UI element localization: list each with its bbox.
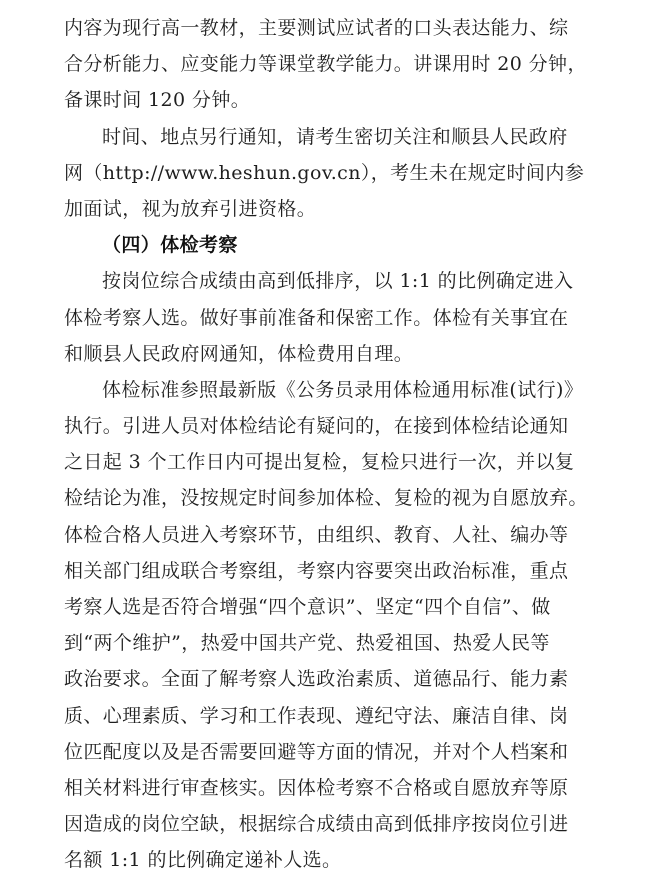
- text-line: 和顺县人民政府网通知，体检费用自理。: [64, 342, 414, 365]
- paragraph-first-line: 时间、地点另行通知，请考生密切关注和顺县人民政府: [102, 125, 568, 148]
- text-line: 检结论为准，没按规定时间参加体检、复检的视为自愿放弃。: [64, 487, 588, 510]
- section-heading: （四）体检考察: [102, 234, 238, 257]
- text-line: 政治要求。全面了解考察人选政治素质、道德品行、能力素: [64, 668, 569, 691]
- text-line: 位匹配度以及是否需要回避等方面的情况，并对个人档案和: [64, 740, 569, 763]
- text-line: 加面试，视为放弃引进资格。: [64, 197, 317, 220]
- text-line: 网（http://www.heshun.gov.cn），考生未在规定时间内参: [64, 161, 585, 184]
- paragraph-first-line: 体检标准参照最新版《公务员录用体检通用标准(试行)》: [102, 378, 584, 401]
- text-line: 考察人选是否符合增强“四个意识”、坚定“四个自信”、做: [64, 596, 551, 618]
- paragraph-first-line: 按岗位综合成绩由高到低排序，以 1:1 的比例确定进入: [102, 270, 574, 293]
- text-line: 名额 1:1 的比例确定递补人选。: [64, 849, 342, 872]
- text-line: 内容为现行高一教材，主要测试应试者的口头表达能力、综: [64, 17, 569, 39]
- text-line: 体检合格人员进入考察环节，由组织、教育、人社、编办等: [64, 523, 569, 546]
- text-line: 到“两个维护”，热爱中国共产党、热爱祖国、热爱人民等: [64, 632, 550, 655]
- text-line: 执行。引进人员对体检结论有疑问的，在接到体检结论通知: [64, 415, 569, 438]
- text-line: 相关部门组成联合考察组，考察内容要突出政治标准，重点: [64, 559, 569, 582]
- text-line: 合分析能力、应变能力等课堂教学能力。讲课用时 20 分钟，: [64, 53, 587, 76]
- text-line: 备课时间 120 分钟。: [64, 89, 251, 112]
- text-line: 之日起 3 个工作日内可提出复检，复检只进行一次，并以复: [64, 451, 575, 474]
- text-line: 体检考察人选。做好事前准备和保密工作。体检有关事宜在: [64, 306, 569, 329]
- text-line: 相关材料进行审查核实。因体检考察不合格或自愿放弃等原: [64, 776, 569, 799]
- text-line: 质、心理素质、学习和工作表现、遵纪守法、廉洁自律、岗: [64, 704, 569, 727]
- text-line: 因造成的岗位空缺，根据综合成绩由高到低排序按岗位引进: [64, 813, 569, 836]
